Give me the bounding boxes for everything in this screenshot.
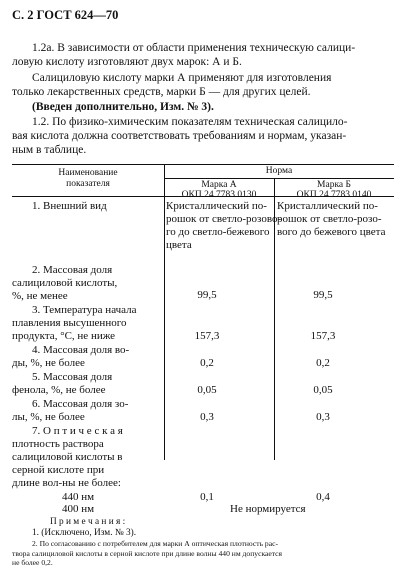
header-norm: Норма xyxy=(265,166,293,176)
header-grade-b-code: ОКП 24 7783 0140 xyxy=(296,190,372,200)
para-1-2-line2: вая кислота должна соответствовать требованиям и нормам, указан- xyxy=(12,130,347,142)
notes-title: П р и м е ч а н и я : xyxy=(50,517,126,527)
row-salicylic-b-value: 99,5 xyxy=(313,289,333,301)
note-2-line1: 2. По согласованию с потребителем для марки А оптическая плотность рас- xyxy=(32,539,279,548)
table-col-divider-1 xyxy=(164,164,165,460)
row-optical-440-b-value: 0,4 xyxy=(316,491,330,503)
note-2-line3: не более 0,2. xyxy=(12,558,53,567)
row-melting-a-value: 157,3 xyxy=(194,330,220,342)
amendment-note-introduced: (Введен дополнительно, Изм. № 3). xyxy=(32,101,214,113)
row-ash-b-value: 0,3 xyxy=(316,411,330,423)
row-melting-b-value: 157,3 xyxy=(310,330,336,342)
row-salicylic-name-line2: салициловой кислоты, xyxy=(12,277,118,289)
para-grade-use-line1: Салициловую кислоту марки А применяют для изготовления xyxy=(32,72,332,84)
row-optical-name-line4: серной кислоте при xyxy=(12,464,105,476)
header-indicator-line2: показателя xyxy=(66,179,110,189)
row-water-name-line1: 4. Массовая доля во- xyxy=(32,344,130,356)
note-2-line2: твора салициловой кислоты в серной кислоте при длине волны 440 нм допускается xyxy=(12,549,283,558)
row-ash-name-line2: лы, %, не более xyxy=(12,411,85,423)
row-appearance-a-line1: Кристаллический по- xyxy=(166,200,267,212)
row-appearance-b-line2: рошок от светло-розо- xyxy=(277,213,382,225)
row-appearance-b-line3: вого до бежевого цвета xyxy=(277,226,386,238)
note-1: 1. (Исключено, Изм. № 3). xyxy=(32,528,137,538)
row-appearance-a-line3: го до светло-бежевого xyxy=(166,226,270,238)
row-optical-name-line1: 7. О п т и ч е с к а я xyxy=(32,425,123,437)
row-appearance-b-line1: Кристаллический по- xyxy=(277,200,378,212)
row-optical-name-line2: плотность раствора xyxy=(12,438,104,450)
header-grade-a: Марка А xyxy=(201,180,237,190)
row-appearance-a-line4: цвета xyxy=(166,239,192,251)
row-phenol-b-value: 0,05 xyxy=(313,384,333,396)
row-appearance-a-line2: рошок от светло-розово- xyxy=(166,213,282,225)
table-top-rule xyxy=(12,164,394,165)
para-1-2a-line2: ловую кислоту изготовляют двух марок: А и Б. xyxy=(12,56,242,68)
para-1-2a-line1: 1.2а. В зависимости от области применения техническую салици- xyxy=(32,42,356,54)
row-water-a-value: 0,2 xyxy=(200,357,214,369)
row-melting-name-line2: плавления высушенного xyxy=(12,317,127,329)
row-salicylic-a-value: 99,5 xyxy=(197,289,217,301)
row-appearance-name: 1. Внешний вид xyxy=(32,200,107,212)
row-phenol-name-line1: 5. Массовая доля xyxy=(32,371,113,383)
para-1-2-line1: 1.2. По физико-химическим показателям техническая салицило- xyxy=(32,116,348,128)
row-optical-name-line5: длине вол-ны не более: xyxy=(12,477,121,489)
table-norm-rule xyxy=(164,178,394,179)
row-salicylic-name-line1: 2. Массовая доля xyxy=(32,264,113,276)
row-phenol-name-line2: фенола, %, не более xyxy=(12,384,106,396)
row-optical-440nm-label: 440 нм xyxy=(62,491,95,503)
para-grade-use-line2: только лекарственных средств, марки Б — для других целей. xyxy=(12,86,311,98)
row-phenol-a-value: 0,05 xyxy=(197,384,217,396)
header-grade-b: Марка Б xyxy=(317,180,351,190)
row-melting-name-line1: 3. Температура начала xyxy=(32,304,137,316)
para-1-2-line3: ным в таблице. xyxy=(12,144,87,156)
row-water-name-line2: ды, %, не более xyxy=(12,357,85,369)
row-water-b-value: 0,2 xyxy=(316,357,330,369)
row-ash-name-line1: 6. Массовая доля зо- xyxy=(32,398,129,410)
row-salicylic-name-line3: %, не менее xyxy=(12,290,68,302)
row-ash-a-value: 0,3 xyxy=(200,411,214,423)
row-melting-name-line3: продукта, °С, не ниже xyxy=(12,330,116,342)
page-header: С. 2 ГОСТ 624—70 xyxy=(12,8,119,22)
row-optical-name-line3: салициловой кислоты в xyxy=(12,451,123,463)
row-optical-440-a-value: 0,1 xyxy=(200,491,214,503)
row-optical-400nm-label: 400 нм xyxy=(62,503,95,515)
row-optical-400-not-normed: Не нормируется xyxy=(230,503,306,515)
header-grade-a-code: ОКП 24 7783 0130 xyxy=(181,190,257,200)
header-indicator-line1: Наименование xyxy=(58,168,118,178)
